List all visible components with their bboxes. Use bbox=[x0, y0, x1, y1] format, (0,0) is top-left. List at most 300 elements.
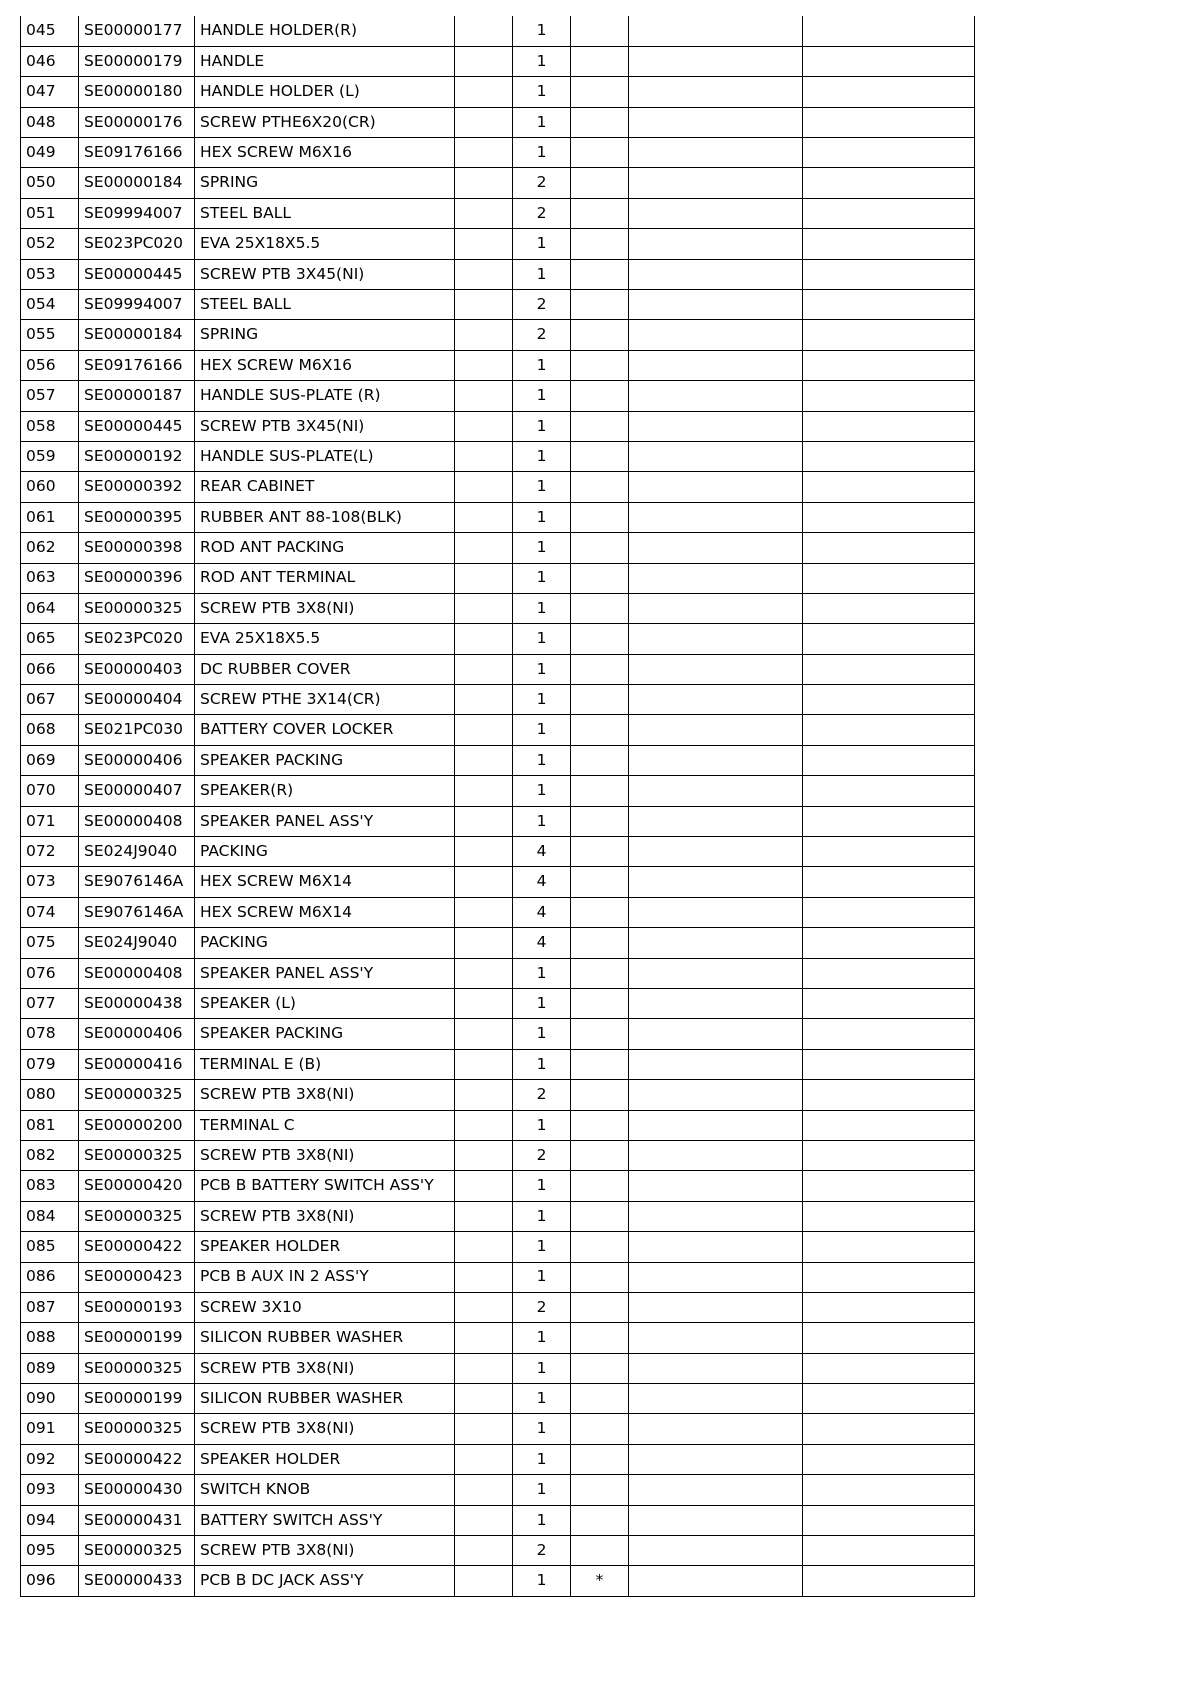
empty-cell bbox=[629, 1505, 803, 1535]
table-row bbox=[21, 502, 975, 532]
item-number-cell: 061 bbox=[21, 502, 79, 532]
item-number-cell: 095 bbox=[21, 1536, 79, 1566]
part-code-cell: SE00000395 bbox=[79, 502, 195, 532]
description-cell: SCREW PTB 3X45(NI) bbox=[195, 259, 455, 289]
empty-cell bbox=[629, 290, 803, 320]
empty-cell bbox=[803, 745, 975, 775]
table-row bbox=[21, 745, 975, 775]
table-row bbox=[21, 867, 975, 897]
part-code-cell: SE00000200 bbox=[79, 1110, 195, 1140]
quantity-cell: 1 bbox=[513, 441, 571, 471]
mark-cell bbox=[571, 1475, 629, 1505]
description-cell: SCREW 3X10 bbox=[195, 1292, 455, 1322]
empty-cell bbox=[629, 16, 803, 46]
mark-cell bbox=[571, 472, 629, 502]
quantity-cell: 2 bbox=[513, 290, 571, 320]
part-code-cell: SE00000180 bbox=[79, 77, 195, 107]
mark-cell bbox=[571, 1292, 629, 1322]
quantity-cell: 1 bbox=[513, 989, 571, 1019]
empty-cell bbox=[803, 1232, 975, 1262]
mark-cell bbox=[571, 685, 629, 715]
empty-cell bbox=[803, 411, 975, 441]
description-cell: REAR CABINET bbox=[195, 472, 455, 502]
part-code-cell: SE09176166 bbox=[79, 350, 195, 380]
empty-cell bbox=[803, 685, 975, 715]
table-row bbox=[21, 1080, 975, 1110]
quantity-cell: 1 bbox=[513, 1171, 571, 1201]
mark-cell bbox=[571, 928, 629, 958]
table-row bbox=[21, 1566, 975, 1596]
table-row bbox=[21, 806, 975, 836]
mark-cell bbox=[571, 1323, 629, 1353]
part-code-cell: SE00000184 bbox=[79, 168, 195, 198]
mark-cell bbox=[571, 593, 629, 623]
empty-cell bbox=[455, 745, 513, 775]
mark-cell bbox=[571, 77, 629, 107]
part-code-cell: SE00000325 bbox=[79, 1353, 195, 1383]
part-code-cell: SE00000325 bbox=[79, 1201, 195, 1231]
item-number-cell: 060 bbox=[21, 472, 79, 502]
table-row bbox=[21, 1171, 975, 1201]
empty-cell bbox=[455, 46, 513, 76]
empty-cell bbox=[629, 1566, 803, 1596]
empty-cell bbox=[455, 1140, 513, 1170]
part-code-cell: SE00000430 bbox=[79, 1475, 195, 1505]
empty-cell bbox=[455, 290, 513, 320]
table-row bbox=[21, 533, 975, 563]
mark-cell bbox=[571, 1505, 629, 1535]
empty-cell bbox=[803, 46, 975, 76]
empty-cell bbox=[629, 776, 803, 806]
empty-cell bbox=[629, 685, 803, 715]
table-row bbox=[21, 441, 975, 471]
empty-cell bbox=[803, 715, 975, 745]
description-cell: SPEAKER PACKING bbox=[195, 1019, 455, 1049]
mark-cell bbox=[571, 1414, 629, 1444]
empty-cell bbox=[455, 624, 513, 654]
empty-cell bbox=[629, 593, 803, 623]
table-row bbox=[21, 958, 975, 988]
description-cell: HANDLE bbox=[195, 46, 455, 76]
part-code-cell: SE00000325 bbox=[79, 1414, 195, 1444]
empty-cell bbox=[803, 1536, 975, 1566]
empty-cell bbox=[455, 1019, 513, 1049]
table-row bbox=[21, 16, 975, 46]
description-cell: SILICON RUBBER WASHER bbox=[195, 1323, 455, 1353]
table-row bbox=[21, 46, 975, 76]
empty-cell bbox=[629, 1414, 803, 1444]
table-row bbox=[21, 563, 975, 593]
item-number-cell: 059 bbox=[21, 441, 79, 471]
empty-cell bbox=[629, 837, 803, 867]
description-cell: SCREW PTB 3X8(NI) bbox=[195, 593, 455, 623]
description-cell: SILICON RUBBER WASHER bbox=[195, 1384, 455, 1414]
empty-cell bbox=[629, 533, 803, 563]
quantity-cell: 4 bbox=[513, 928, 571, 958]
empty-cell bbox=[629, 138, 803, 168]
empty-cell bbox=[455, 1262, 513, 1292]
item-number-cell: 079 bbox=[21, 1049, 79, 1079]
table-row bbox=[21, 411, 975, 441]
mark-cell bbox=[571, 1201, 629, 1231]
empty-cell bbox=[629, 1201, 803, 1231]
item-number-cell: 045 bbox=[21, 16, 79, 46]
item-number-cell: 094 bbox=[21, 1505, 79, 1535]
empty-cell bbox=[803, 897, 975, 927]
empty-cell bbox=[629, 1049, 803, 1079]
empty-cell bbox=[803, 1140, 975, 1170]
quantity-cell: 1 bbox=[513, 472, 571, 502]
item-number-cell: 096 bbox=[21, 1566, 79, 1596]
part-code-cell: SE00000408 bbox=[79, 806, 195, 836]
empty-cell bbox=[629, 867, 803, 897]
quantity-cell: 1 bbox=[513, 1505, 571, 1535]
empty-cell bbox=[629, 168, 803, 198]
description-cell: TERMINAL C bbox=[195, 1110, 455, 1140]
parts-list-body bbox=[21, 16, 975, 1596]
item-number-cell: 072 bbox=[21, 837, 79, 867]
empty-cell bbox=[629, 198, 803, 228]
description-cell: SCREW PTB 3X8(NI) bbox=[195, 1080, 455, 1110]
empty-cell bbox=[629, 77, 803, 107]
empty-cell bbox=[629, 654, 803, 684]
part-code-cell: SE023PC020 bbox=[79, 624, 195, 654]
empty-cell bbox=[629, 989, 803, 1019]
empty-cell bbox=[629, 1171, 803, 1201]
empty-cell bbox=[455, 381, 513, 411]
description-cell: SPEAKER PANEL ASS'Y bbox=[195, 806, 455, 836]
table-row bbox=[21, 989, 975, 1019]
empty-cell bbox=[803, 1019, 975, 1049]
empty-cell bbox=[629, 411, 803, 441]
description-cell: HEX SCREW M6X14 bbox=[195, 897, 455, 927]
part-code-cell: SE00000193 bbox=[79, 1292, 195, 1322]
item-number-cell: 065 bbox=[21, 624, 79, 654]
part-code-cell: SE00000396 bbox=[79, 563, 195, 593]
quantity-cell: 1 bbox=[513, 1353, 571, 1383]
mark-cell bbox=[571, 138, 629, 168]
empty-cell bbox=[803, 168, 975, 198]
description-cell: RUBBER ANT 88-108(BLK) bbox=[195, 502, 455, 532]
table-row bbox=[21, 229, 975, 259]
part-code-cell: SE00000192 bbox=[79, 441, 195, 471]
part-code-cell: SE00000325 bbox=[79, 593, 195, 623]
empty-cell bbox=[629, 320, 803, 350]
empty-cell bbox=[455, 715, 513, 745]
item-number-cell: 071 bbox=[21, 806, 79, 836]
quantity-cell: 1 bbox=[513, 77, 571, 107]
quantity-cell: 1 bbox=[513, 229, 571, 259]
table-row bbox=[21, 472, 975, 502]
description-cell: SCREW PTHE6X20(CR) bbox=[195, 107, 455, 137]
empty-cell bbox=[455, 563, 513, 593]
mark-cell bbox=[571, 837, 629, 867]
item-number-cell: 075 bbox=[21, 928, 79, 958]
mark-cell bbox=[571, 1536, 629, 1566]
part-code-cell: SE023PC020 bbox=[79, 229, 195, 259]
empty-cell bbox=[629, 563, 803, 593]
table-row bbox=[21, 685, 975, 715]
empty-cell bbox=[629, 1353, 803, 1383]
empty-cell bbox=[629, 1536, 803, 1566]
part-code-cell: SE00000431 bbox=[79, 1505, 195, 1535]
table-row bbox=[21, 897, 975, 927]
empty-cell bbox=[455, 168, 513, 198]
empty-cell bbox=[455, 502, 513, 532]
mark-cell: * bbox=[571, 1566, 629, 1596]
empty-cell bbox=[455, 685, 513, 715]
empty-cell bbox=[455, 533, 513, 563]
part-code-cell: SE00000403 bbox=[79, 654, 195, 684]
quantity-cell: 1 bbox=[513, 259, 571, 289]
quantity-cell: 1 bbox=[513, 1323, 571, 1353]
item-number-cell: 090 bbox=[21, 1384, 79, 1414]
table-row bbox=[21, 1353, 975, 1383]
item-number-cell: 081 bbox=[21, 1110, 79, 1140]
description-cell: HANDLE HOLDER (L) bbox=[195, 77, 455, 107]
description-cell: TERMINAL E (B) bbox=[195, 1049, 455, 1079]
empty-cell bbox=[803, 381, 975, 411]
mark-cell bbox=[571, 16, 629, 46]
mark-cell bbox=[571, 533, 629, 563]
mark-cell bbox=[571, 897, 629, 927]
part-code-cell: SE00000416 bbox=[79, 1049, 195, 1079]
description-cell: HANDLE SUS-PLATE(L) bbox=[195, 441, 455, 471]
mark-cell bbox=[571, 411, 629, 441]
mark-cell bbox=[571, 715, 629, 745]
part-code-cell: SE09994007 bbox=[79, 198, 195, 228]
table-row bbox=[21, 715, 975, 745]
table-row bbox=[21, 350, 975, 380]
part-code-cell: SE00000407 bbox=[79, 776, 195, 806]
quantity-cell: 1 bbox=[513, 381, 571, 411]
description-cell: SCREW PTB 3X8(NI) bbox=[195, 1353, 455, 1383]
table-row bbox=[21, 138, 975, 168]
empty-cell bbox=[803, 1384, 975, 1414]
mark-cell bbox=[571, 1080, 629, 1110]
empty-cell bbox=[803, 1292, 975, 1322]
table-row bbox=[21, 1110, 975, 1140]
quantity-cell: 2 bbox=[513, 198, 571, 228]
item-number-cell: 078 bbox=[21, 1019, 79, 1049]
empty-cell bbox=[803, 593, 975, 623]
part-code-cell: SE00000423 bbox=[79, 1262, 195, 1292]
quantity-cell: 1 bbox=[513, 563, 571, 593]
quantity-cell: 1 bbox=[513, 1444, 571, 1474]
description-cell: HEX SCREW M6X14 bbox=[195, 867, 455, 897]
quantity-cell: 4 bbox=[513, 897, 571, 927]
quantity-cell: 4 bbox=[513, 867, 571, 897]
description-cell: EVA 25X18X5.5 bbox=[195, 229, 455, 259]
empty-cell bbox=[455, 1384, 513, 1414]
description-cell: ROD ANT PACKING bbox=[195, 533, 455, 563]
description-cell: STEEL BALL bbox=[195, 290, 455, 320]
empty-cell bbox=[803, 290, 975, 320]
table-row bbox=[21, 1140, 975, 1170]
empty-cell bbox=[629, 897, 803, 927]
empty-cell bbox=[803, 16, 975, 46]
table-row bbox=[21, 1444, 975, 1474]
item-number-cell: 051 bbox=[21, 198, 79, 228]
empty-cell bbox=[455, 1414, 513, 1444]
item-number-cell: 085 bbox=[21, 1232, 79, 1262]
empty-cell bbox=[455, 989, 513, 1019]
description-cell: SPEAKER (L) bbox=[195, 989, 455, 1019]
empty-cell bbox=[455, 107, 513, 137]
empty-cell bbox=[629, 229, 803, 259]
empty-cell bbox=[629, 107, 803, 137]
mark-cell bbox=[571, 624, 629, 654]
description-cell: SPEAKER PANEL ASS'Y bbox=[195, 958, 455, 988]
empty-cell bbox=[803, 1414, 975, 1444]
table-row bbox=[21, 1232, 975, 1262]
item-number-cell: 054 bbox=[21, 290, 79, 320]
part-code-cell: SE00000438 bbox=[79, 989, 195, 1019]
empty-cell bbox=[803, 867, 975, 897]
description-cell: HEX SCREW M6X16 bbox=[195, 138, 455, 168]
empty-cell bbox=[629, 1292, 803, 1322]
part-code-cell: SE024J9040 bbox=[79, 837, 195, 867]
empty-cell bbox=[803, 958, 975, 988]
empty-cell bbox=[803, 138, 975, 168]
quantity-cell: 2 bbox=[513, 1140, 571, 1170]
empty-cell bbox=[455, 320, 513, 350]
empty-cell bbox=[803, 928, 975, 958]
quantity-cell: 2 bbox=[513, 168, 571, 198]
empty-cell bbox=[455, 1566, 513, 1596]
description-cell: SCREW PTB 3X8(NI) bbox=[195, 1536, 455, 1566]
empty-cell bbox=[629, 1384, 803, 1414]
empty-cell bbox=[803, 1171, 975, 1201]
mark-cell bbox=[571, 867, 629, 897]
item-number-cell: 063 bbox=[21, 563, 79, 593]
empty-cell bbox=[455, 1049, 513, 1079]
item-number-cell: 057 bbox=[21, 381, 79, 411]
quantity-cell: 1 bbox=[513, 1201, 571, 1231]
mark-cell bbox=[571, 107, 629, 137]
mark-cell bbox=[571, 290, 629, 320]
quantity-cell: 1 bbox=[513, 715, 571, 745]
quantity-cell: 1 bbox=[513, 350, 571, 380]
empty-cell bbox=[629, 958, 803, 988]
empty-cell bbox=[455, 806, 513, 836]
table-row bbox=[21, 624, 975, 654]
mark-cell bbox=[571, 46, 629, 76]
empty-cell bbox=[803, 1262, 975, 1292]
quantity-cell: 1 bbox=[513, 411, 571, 441]
mark-cell bbox=[571, 1019, 629, 1049]
item-number-cell: 069 bbox=[21, 745, 79, 775]
quantity-cell: 1 bbox=[513, 624, 571, 654]
mark-cell bbox=[571, 1232, 629, 1262]
part-code-cell: SE00000406 bbox=[79, 1019, 195, 1049]
table-row bbox=[21, 1019, 975, 1049]
part-code-cell: SE00000325 bbox=[79, 1080, 195, 1110]
quantity-cell: 1 bbox=[513, 958, 571, 988]
item-number-cell: 055 bbox=[21, 320, 79, 350]
empty-cell bbox=[455, 1232, 513, 1262]
empty-cell bbox=[629, 46, 803, 76]
empty-cell bbox=[629, 1232, 803, 1262]
description-cell: PACKING bbox=[195, 837, 455, 867]
table-row bbox=[21, 654, 975, 684]
part-code-cell: SE021PC030 bbox=[79, 715, 195, 745]
empty-cell bbox=[455, 198, 513, 228]
mark-cell bbox=[571, 1353, 629, 1383]
description-cell: SCREW PTB 3X8(NI) bbox=[195, 1414, 455, 1444]
empty-cell bbox=[455, 1505, 513, 1535]
description-cell: SPEAKER HOLDER bbox=[195, 1444, 455, 1474]
mark-cell bbox=[571, 958, 629, 988]
part-code-cell: SE09994007 bbox=[79, 290, 195, 320]
quantity-cell: 1 bbox=[513, 685, 571, 715]
item-number-cell: 091 bbox=[21, 1414, 79, 1444]
quantity-cell: 1 bbox=[513, 1566, 571, 1596]
description-cell: PCB B DC JACK ASS'Y bbox=[195, 1566, 455, 1596]
empty-cell bbox=[455, 259, 513, 289]
empty-cell bbox=[455, 867, 513, 897]
empty-cell bbox=[455, 1110, 513, 1140]
quantity-cell: 2 bbox=[513, 1536, 571, 1566]
mark-cell bbox=[571, 1049, 629, 1079]
empty-cell bbox=[455, 1171, 513, 1201]
part-code-cell: SE00000398 bbox=[79, 533, 195, 563]
mark-cell bbox=[571, 776, 629, 806]
item-number-cell: 070 bbox=[21, 776, 79, 806]
mark-cell bbox=[571, 989, 629, 1019]
empty-cell bbox=[803, 989, 975, 1019]
mark-cell bbox=[571, 259, 629, 289]
quantity-cell: 1 bbox=[513, 1384, 571, 1414]
part-code-cell: SE00000420 bbox=[79, 1171, 195, 1201]
quantity-cell: 1 bbox=[513, 1049, 571, 1079]
quantity-cell: 1 bbox=[513, 1232, 571, 1262]
empty-cell bbox=[455, 16, 513, 46]
mark-cell bbox=[571, 381, 629, 411]
part-code-cell: SE00000177 bbox=[79, 16, 195, 46]
mark-cell bbox=[571, 198, 629, 228]
quantity-cell: 1 bbox=[513, 1262, 571, 1292]
empty-cell bbox=[455, 472, 513, 502]
description-cell: SPRING bbox=[195, 320, 455, 350]
mark-cell bbox=[571, 1444, 629, 1474]
table-row bbox=[21, 168, 975, 198]
item-number-cell: 086 bbox=[21, 1262, 79, 1292]
part-code-cell: SE00000325 bbox=[79, 1536, 195, 1566]
quantity-cell: 1 bbox=[513, 593, 571, 623]
item-number-cell: 092 bbox=[21, 1444, 79, 1474]
part-code-cell: SE00000176 bbox=[79, 107, 195, 137]
item-number-cell: 084 bbox=[21, 1201, 79, 1231]
empty-cell bbox=[455, 77, 513, 107]
description-cell: PCB B BATTERY SWITCH ASS'Y bbox=[195, 1171, 455, 1201]
quantity-cell: 1 bbox=[513, 654, 571, 684]
part-code-cell: SE024J9040 bbox=[79, 928, 195, 958]
item-number-cell: 088 bbox=[21, 1323, 79, 1353]
description-cell: SCREW PTB 3X8(NI) bbox=[195, 1140, 455, 1170]
empty-cell bbox=[629, 1140, 803, 1170]
description-cell: BATTERY SWITCH ASS'Y bbox=[195, 1505, 455, 1535]
part-code-cell: SE00000422 bbox=[79, 1444, 195, 1474]
table-row bbox=[21, 837, 975, 867]
quantity-cell: 4 bbox=[513, 837, 571, 867]
quantity-cell: 2 bbox=[513, 1080, 571, 1110]
part-code-cell: SE00000408 bbox=[79, 958, 195, 988]
item-number-cell: 056 bbox=[21, 350, 79, 380]
part-code-cell: SE00000392 bbox=[79, 472, 195, 502]
mark-cell bbox=[571, 806, 629, 836]
empty-cell bbox=[629, 1019, 803, 1049]
